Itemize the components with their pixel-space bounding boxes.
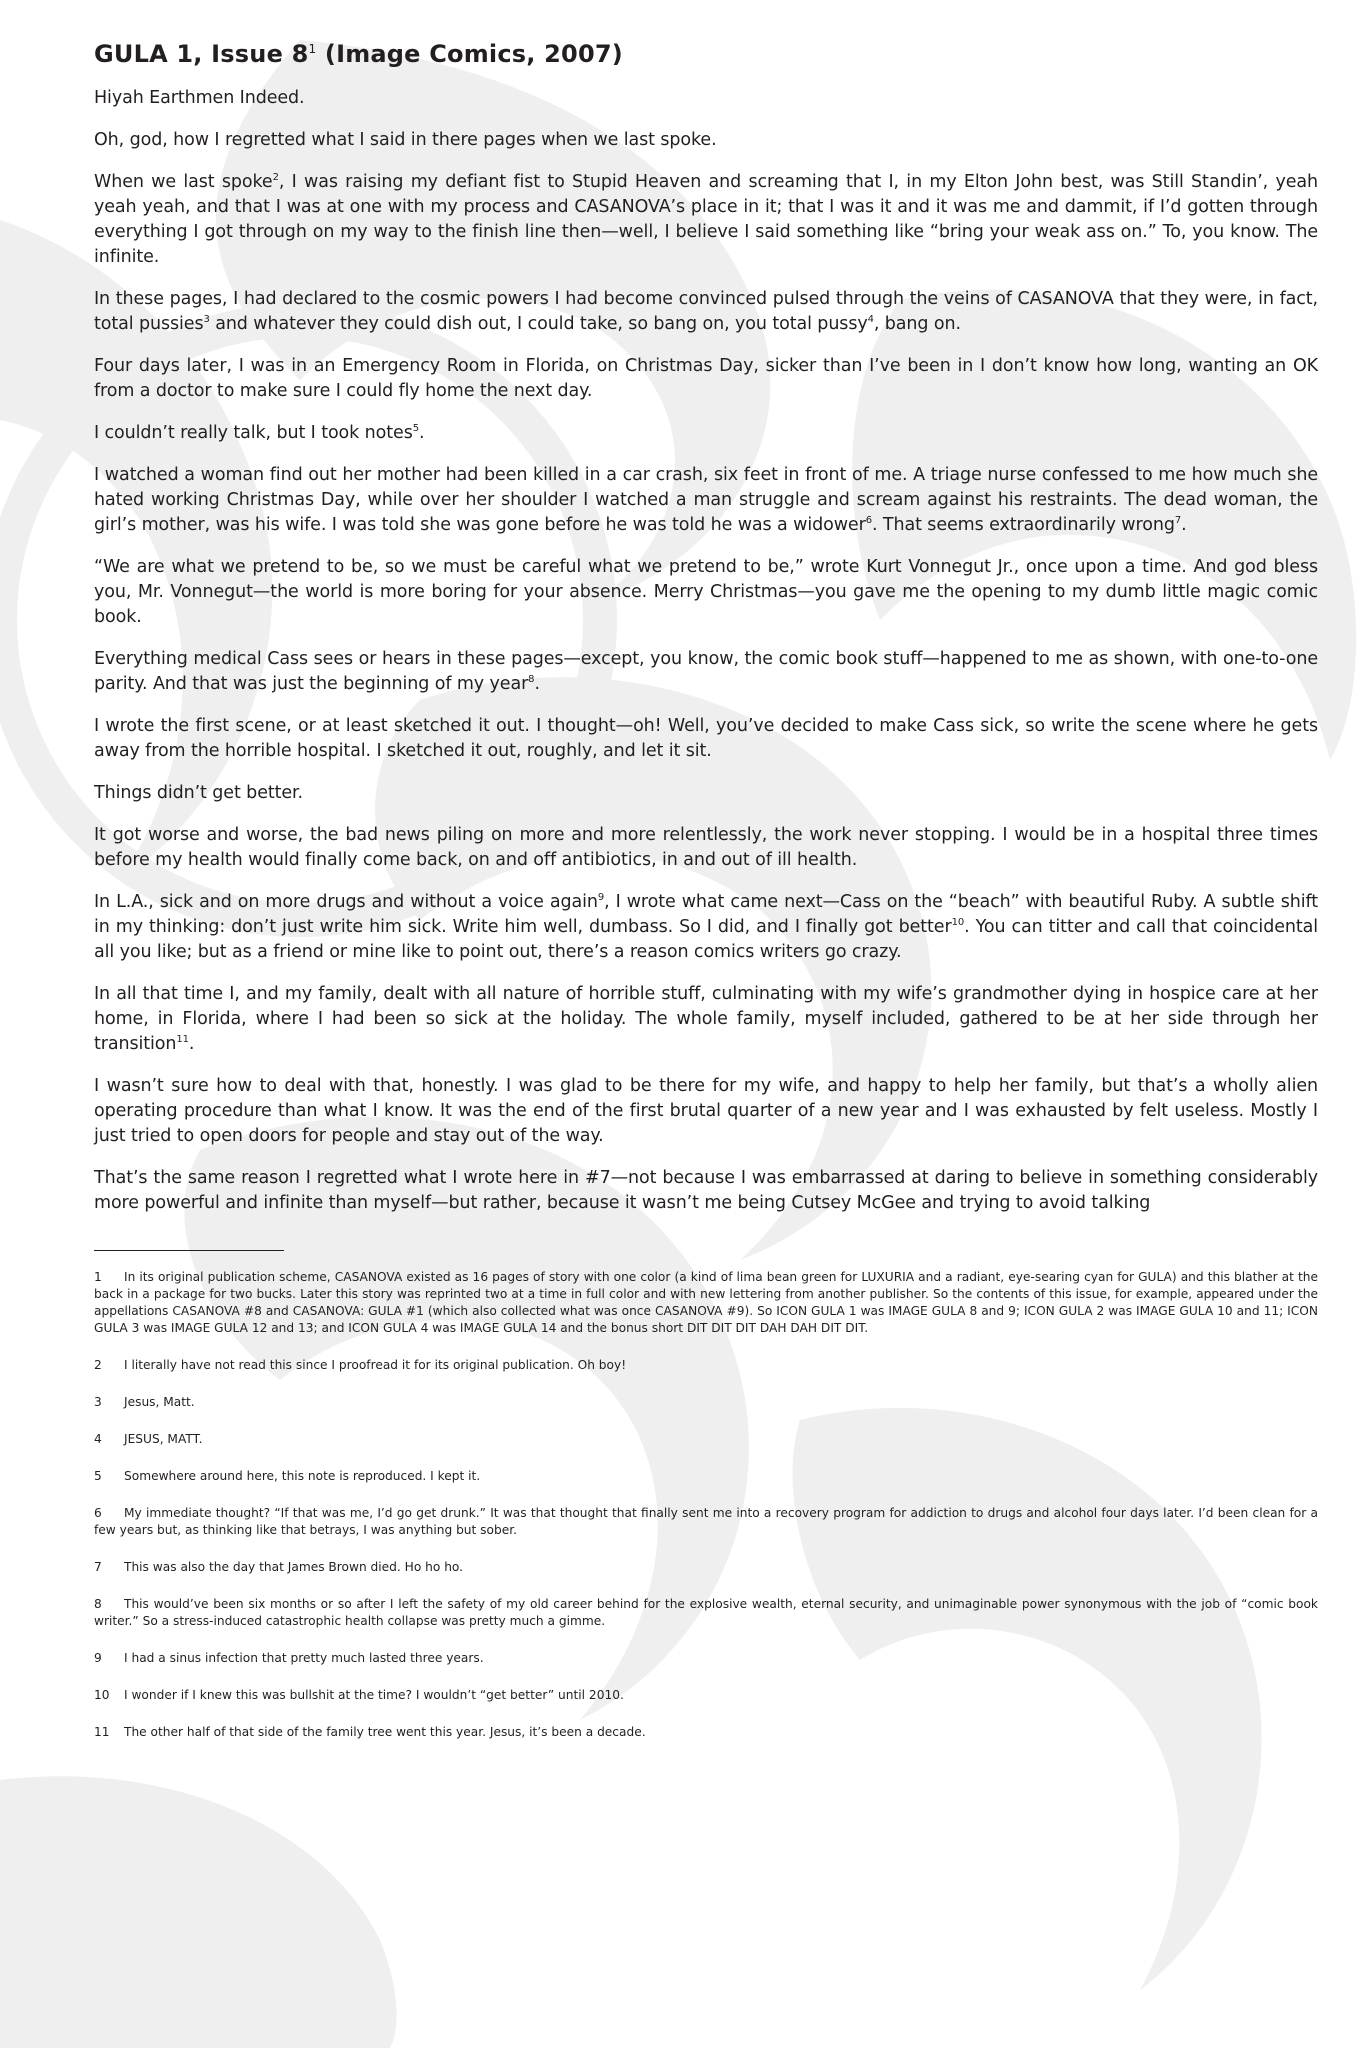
footnote: [94, 1687, 1318, 1704]
footnote-ref: 6: [865, 515, 872, 527]
footnote-ref: 2: [272, 172, 279, 184]
footnote-number: 3: [94, 1395, 102, 1409]
paragraph: In L.A., sick and on more drugs and without a voice again$^9$, I wrote what came next—Cass on the “beach” with beautiful Ruby. A subtle shift in my thinking: don’t just write him sick. Write him well, dumbass. So I did, and I finally got better$^{10}$. You can titter and call that coincidental all you like; but as a friend or mine like to point out, there’s a reason comics writers go crazy.: [94, 892, 1319, 962]
title-tail: (Image Comics, 2007): [324, 40, 623, 68]
page-title: [94, 40, 1318, 68]
paragraph: I wasn’t sure how to deal with that, honestly. I was glad to be there for my wife, and happy to help her family, but that’s a wholly alien operating procedure than what I know. It was the end of the first brutal quarter of a new year and I was exhausted by felt useless. Mostly I just tried to open doors for people and stay out of the way.: [94, 1076, 1318, 1146]
footnote-text: In its original publication scheme, CASANOVA existed as 16 pages of story with one color (a kind of lima bean green for LUXURIA and a radiant, eye-searing cyan for GULA) and this blather at the back in a package for two bucks. Later this story was reprinted two at a time in full color and with new lettering from another publisher. So the contents of this issue, for example, appeared under the appellations CASANOVA #8 and CASANOVA: GULA #1 (which also collected what was once CASANOVA #9). So ICON GULA 1 was IMAGE GULA 8 and 9; ICON GULA 2 was IMAGE GULA 10 and 11; ICON GULA 3 was IMAGE GULA 12 and 13; and ICON GULA 4 was IMAGE GULA 14 and the bonus short DIT DIT DIT DAH DAH DIT DIT.: [94, 1270, 1318, 1335]
footnote-divider: [94, 1250, 284, 1251]
footnote-number: 5: [94, 1469, 102, 1483]
footnote-ref: 11: [176, 1034, 189, 1046]
paragraph: I watched a woman find out her mother had been killed in a car crash, six feet in front of me. A triage nurse confessed to me how much she hated working Christmas Day, while over her shoulder I watched a man struggle and scream against his restraints. The dead woman, the girl’s mother, was his wife. I was told she was gone before he was told he was a widower$^6$. That seems extraordinarily wrong$^7$.: [94, 465, 1318, 535]
paragraph: Hiyah Earthmen Indeed.: [94, 88, 305, 108]
footnote: [94, 1596, 1318, 1630]
footnotes: [94, 1269, 1318, 1741]
footnote: [94, 1505, 1318, 1539]
footnote-text: My immediate thought? “If that was me, I’d go get drunk.” It was that thought that finally sent me into a recovery program for addiction to drugs and alcohol four days later. I’d been clean for a few years but, as thinking like that betrays, I was anything but sober.: [94, 1506, 1318, 1537]
footnote-ref: 10: [951, 917, 965, 929]
footnote-number: 9: [94, 1651, 102, 1665]
paragraph: In all that time I, and my family, dealt with all nature of horrible stuff, culminating with my wife’s grandmother dying in hospice care at her home, in Florida, where I had been so sick at the holiday. The whole family, myself included, gathered to be at her side through her transition$^{11}$.: [94, 984, 1318, 1054]
paragraph: Things didn’t get better.: [94, 783, 303, 803]
paragraph: In these pages, I had declared to the cosmic powers I had become convinced pulsed through the veins of CASANOVA that they were, in fact, total pussies$^3$ and whatever they could dish out, I could take, so bang on, you total pussy$^4$, bang on.: [94, 289, 1318, 334]
footnote-number: 7: [94, 1560, 102, 1574]
footnote-ref: 3: [203, 314, 210, 326]
paragraph: I couldn’t really talk, but I took notes$^5$.: [94, 423, 425, 443]
paragraph: Oh, god, how I regretted what I said in there pages when we last spoke.: [94, 130, 717, 150]
footnote-text: This would’ve been six months or so after I left the safety of my old career behind for the explosive wealth, eternal security, and unimaginable power synonymous with the job of “comic book writer.” So a stress-induced catastrophic health collapse was pretty much a gimme.: [94, 1597, 1318, 1628]
footnote-text: I wonder if I knew this was bullshit at the time? I wouldn’t “get better” until 2010.: [124, 1688, 624, 1702]
footnote-number: 2: [94, 1358, 102, 1372]
footnote-number: 1: [94, 1270, 102, 1284]
footnote-text: Somewhere around here, this note is reproduced. I kept it.: [124, 1469, 481, 1483]
footnote-ref: 5: [412, 423, 419, 435]
footnote-text: This was also the day that James Brown died. Ho ho ho.: [124, 1560, 464, 1574]
document-page: [94, 40, 1318, 1761]
footnote-number: 4: [94, 1432, 102, 1446]
footnote: [94, 1431, 1318, 1448]
footnote: [94, 1650, 1318, 1667]
footnote-ref: 7: [1174, 515, 1182, 527]
paragraph: When we last spoke$^2$, I was raising my defiant fist to Stupid Heaven and screaming that I, in my Elton John best, was Still Standin’, yeah yeah yeah, and that I was at one with my process and CASANOVA’s place in it; that I was it and it was me and dammit, if I’d gotten through everything I got through on my way to the finish line then—well, I believe I said something like “bring your weak ass on.” To, you know. The infinite.: [94, 172, 1318, 267]
footnote-text: Jesus, Matt.: [124, 1395, 195, 1409]
footnote-number: 11: [94, 1725, 110, 1739]
footnote: [94, 1394, 1318, 1411]
footnote: [94, 1559, 1318, 1576]
footnote-number: 6: [94, 1506, 102, 1520]
footnote-text: The other half of that side of the family tree went this year. Jesus, it’s been a decade.: [124, 1725, 646, 1739]
footnote: [94, 1357, 1318, 1374]
title-main: GULA 1, Issue 8: [94, 40, 309, 68]
footnote-ref: 8: [528, 674, 535, 686]
footnote: [94, 1269, 1318, 1337]
paragraph: That’s the same reason I regretted what I wrote here in #7—not because I was embarrassed at daring to believe in something considerably more powerful and infinite than myself—but rather, because it wasn’t me being Cutsey McGee and trying to avoid talking: [94, 1168, 1318, 1213]
footnote: [94, 1468, 1318, 1485]
footnote-number: 10: [94, 1688, 110, 1702]
footnote-text: I had a sinus infection that pretty much lasted three years.: [124, 1651, 484, 1665]
footnote-text: JESUS, MATT.: [124, 1432, 203, 1446]
body-text: [94, 86, 1318, 1216]
footnote-ref: 9: [597, 892, 605, 904]
paragraph: It got worse and worse, the bad news piling on more and more relentlessly, the work never stopping. I would be in a hospital three times before my health would finally come back, on and off antibiotics, in and out of ill health.: [94, 825, 1318, 870]
footnote-text: I literally have not read this since I proofread it for its original publication. Oh boy!: [124, 1358, 627, 1372]
paragraph: “We are what we pretend to be, so we must be careful what we pretend to be,” wrote Kurt Vonnegut Jr., once upon a time. And god bless you, Mr. Vonnegut—the world is more boring for your absence. Merry Christmas—you gave me the opening to my dumb little magic comic book.: [94, 557, 1318, 627]
paragraph: I wrote the first scene, or at least sketched it out. I thought—oh! Well, you’ve decided to make Cass sick, so write the scene where he gets away from the horrible hospital. I sketched it out, roughly, and let it sit.: [94, 716, 1318, 761]
paragraph: Four days later, I was in an Emergency Room in Florida, on Christmas Day, sicker than I’ve been in I don’t know how long, wanting an OK from a doctor to make sure I could fly home the next day.: [94, 356, 1318, 401]
footnote: [94, 1724, 1318, 1741]
footnote-ref: 4: [867, 314, 874, 326]
crest-base: [0, 1776, 397, 2048]
paragraph: Everything medical Cass sees or hears in these pages—except, you know, the comic book stuff—happened to me as shown, with one-to-one parity. And that was just the beginning of my year$^8$.: [94, 649, 1318, 694]
footnote-number: 8: [94, 1597, 102, 1611]
title-footnote-ref: 1: [308, 42, 317, 56]
